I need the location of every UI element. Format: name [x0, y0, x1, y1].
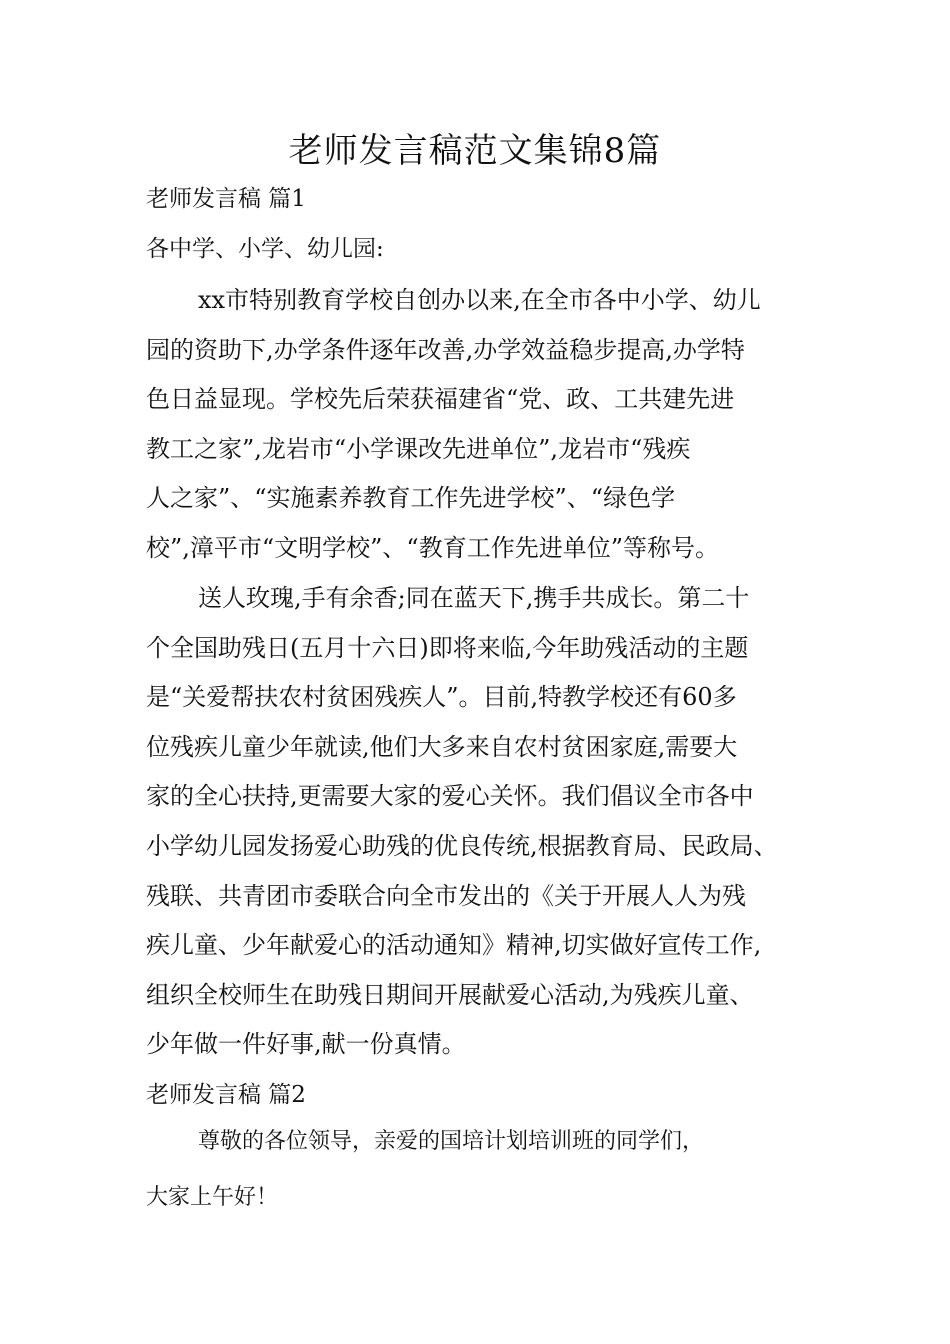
paragraph-line: 家的全心扶持,更需要大家的爱心关怀。我们倡议全市各中 — [146, 782, 754, 811]
paragraph-line: 教工之家”,龙岩市“小学课改先进单位”,龙岩市“残疾 — [146, 434, 691, 463]
document-title: 老师发言稿范文集锦8篇 — [288, 131, 662, 171]
paragraph-line: xx市特别教育学校自创办以来,在全市各中小学、幼儿 — [198, 286, 761, 314]
section-heading-2: 老师发言稿 篇2 — [146, 1082, 306, 1108]
paragraph-line: 人之家”、“实施素养教育工作先进学校”、“绿色学 — [146, 484, 676, 513]
paragraph-line: 校”,漳平市“文明学校”、“教育工作先进单位”等称号。 — [146, 533, 719, 562]
paragraph-line: 位残疾儿童少年就读,他们大多来自农村贫困家庭,需要大 — [146, 732, 738, 761]
paragraph-line: 色日益显现。学校先后荣获福建省“党、政、工共建先进 — [146, 385, 735, 414]
paragraph-line: 疾儿童、少年献爱心的活动通知》精神,切实做好宣传工作, — [146, 931, 762, 960]
paragraph-1 — [146, 276, 826, 574]
paragraph-line: 组织全校师生在助残日期间开展献爱心活动,为残疾儿童、 — [146, 980, 754, 1009]
paragraph-line: 个全国助残日(五月十六日)即将来临,今年助残活动的主题 — [146, 633, 749, 662]
paragraph-line: 残联、共青团市委联合向全市发出的《关于开展人人为残 — [146, 881, 746, 910]
paragraph-line: 送人玫瑰,手有余香;同在蓝天下,携手共成长。第二十 — [198, 584, 750, 612]
paragraph-line: 园的资助下,办学条件逐年改善,办学效益稳步提高,办学特 — [146, 335, 745, 364]
paragraph-2 — [146, 574, 826, 1070]
section-heading-1: 老师发言稿 篇1 — [146, 186, 306, 212]
paragraph-line: 少年做一件好事,献一份真情。 — [146, 1030, 466, 1059]
paragraph-line: 大家上午好！ — [146, 1185, 279, 1210]
paragraph-line: 是“关爱帮扶农村贫困残疾人”。目前,特教学校还有60多 — [146, 683, 737, 712]
paragraph-line: 小学幼儿园发扬爱心助残的优良传统,根据教育局、民政局、 — [146, 831, 778, 860]
salutation: 各中学、小学、幼儿园: — [146, 236, 384, 262]
paragraph-line: 尊敬的各位领导，亲爱的国培计划培训班的同学们， — [198, 1129, 705, 1154]
paragraph-3 — [146, 1114, 826, 1226]
